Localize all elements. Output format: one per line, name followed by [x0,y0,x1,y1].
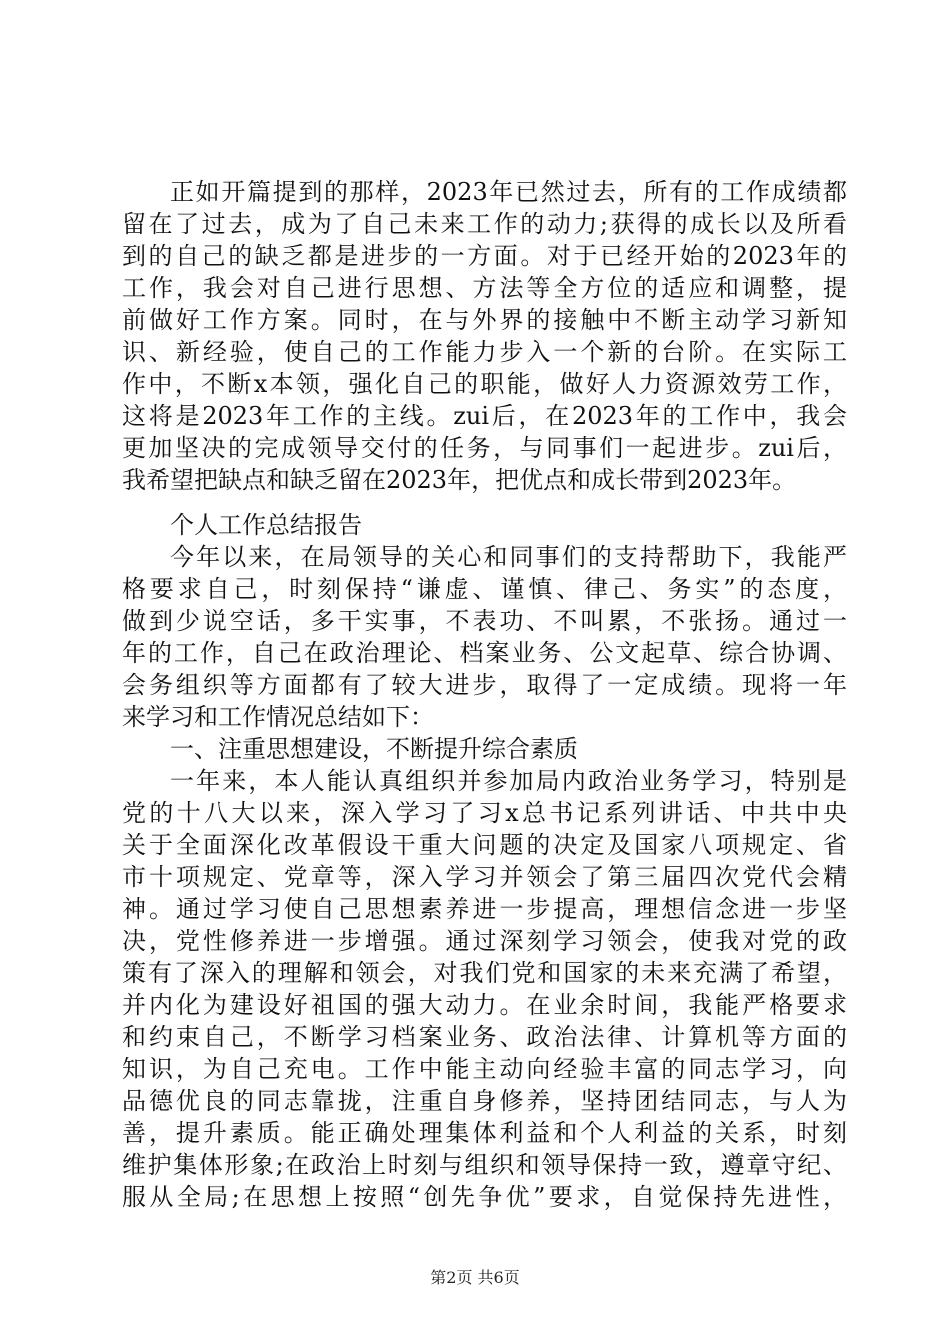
paragraph-line: 维护集体形象;在政治上时刻与组织和领导保持一致，遵章守纪、 [122,1151,847,1179]
paragraph-line: 来学习和工作情况总结如下： [122,703,434,731]
paragraph-line: 作中，不断x本领，强化自己的职能，做好人力资源效劳工作， [122,370,847,398]
paragraph-line: 善，提升素质。能正确处理集体利益和个人利益的关系，时刻 [122,1119,847,1147]
paragraph-line: 到的自己的缺乏都是进步的一方面。对于已经开始的2023年的 [122,242,847,270]
paragraph-line: 并内化为建设好祖国的强大动力。在业余时间，我能严格要求 [122,991,847,1019]
paragraph-line: 工作，我会对自己进行思想、方法等全方位的适应和调整，提 [122,274,847,302]
paragraph-line: 知识，为自己充电。工作中能主动向经验丰富的同志学习，向 [122,1055,847,1083]
paragraph-line: 做到少说空话，多干实事，不表功、不叫累，不张扬。通过一 [122,607,847,635]
paragraph-line: 市十项规定、党章等，深入学习并领会了第三届四次党代会精 [122,863,847,891]
paragraph-line: 前做好工作方案。同时，在与外界的接触中不断主动学习新知 [122,306,847,334]
paragraph-line: 格要求自己，时刻保持“谦虚、谨慎、律己、务实”的态度， [122,575,847,603]
report-title: 个人工作总结报告 [170,511,362,539]
report-body [122,509,847,1213]
paragraph-line: 我希望把缺点和缺乏留在2023年，把优点和成长带到2023年。 [122,466,797,494]
paragraph-line: 留在了过去，成为了自己未来工作的动力;获得的成长以及所看 [122,210,847,238]
paragraph-line: 会务组织等方面都有了较大进步，取得了一定成绩。现将一年 [122,671,847,699]
paragraph-line: 年的工作，自己在政治理论、档案业务、公文起草、综合协调、 [122,639,847,667]
paragraph-line: 更加坚决的完成领导交付的任务，与同事们一起进步。zui后， [122,434,847,462]
paragraph-line: 决，党性修养进一步增强。通过深刻学习领会，使我对党的政 [122,927,847,955]
paragraph-line: 品德优良的同志靠拢，注重自身修养，坚持团结同志，与人为 [122,1087,847,1115]
paragraph-line: 正如开篇提到的那样，2023年已然过去，所有的工作成绩都 [170,178,847,206]
paragraph-line: 这将是2023年工作的主线。zui后，在2023年的工作中，我会 [122,402,847,430]
paragraph-line: 服从全局;在思想上按照“创先争优”要求，自觉保持先进性， [122,1183,847,1211]
paragraph-line: 策有了深入的理解和领会，对我们党和国家的未来充满了希望， [122,959,847,987]
paragraph-line: 关于全面深化改革假设干重大问题的决定及国家八项规定、省 [122,831,847,859]
paragraph-line: 和约束自己，不断学习档案业务、政治法律、计算机等方面的 [122,1023,847,1051]
paragraph-line: 一年来，本人能认真组织并参加局内政治业务学习，特别是 [170,767,847,795]
paragraph-line: 识、新经验，使自己的工作能力步入一个新的台阶。在实际工 [122,338,847,366]
section-heading: 一、注重思想建设，不断提升综合素质 [170,735,578,763]
closing-paragraph [122,176,847,496]
page-indicator: 第2页 共6页 [430,1268,520,1287]
paragraph-line: 今年以来，在局领导的关心和同事们的支持帮助下，我能严 [170,543,847,571]
paragraph-line: 神。通过学习使自己思想素养进一步提高，理想信念进一步坚 [122,895,847,923]
paragraph-line: 党的十八大以来，深入学习了习x总书记系列讲话、中共中央 [122,799,847,827]
